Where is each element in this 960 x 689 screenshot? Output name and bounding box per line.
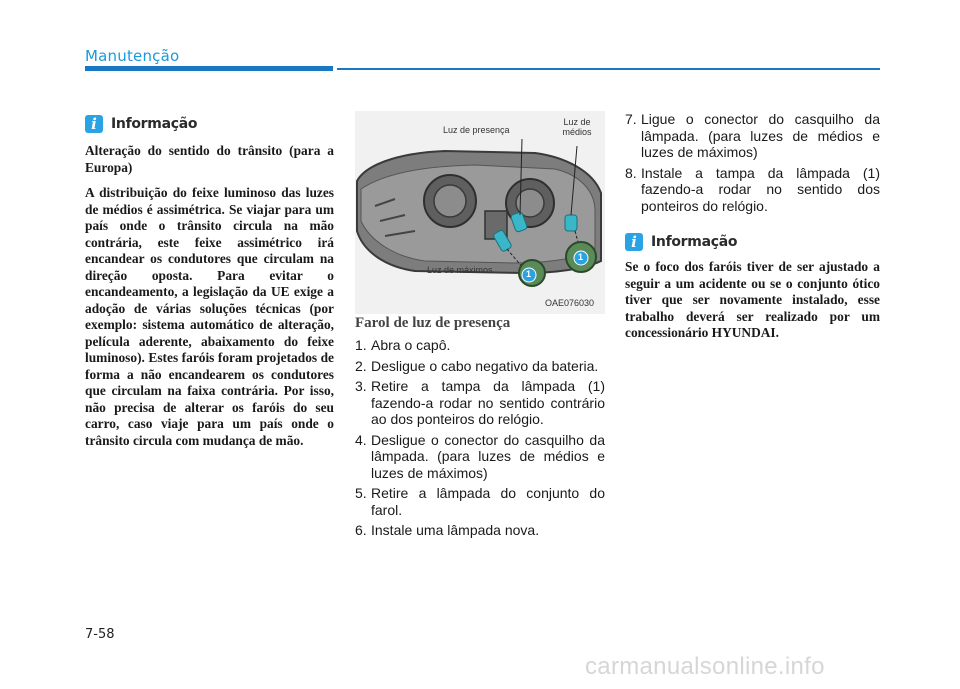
list-item (355, 378, 605, 428)
info-paragraph: Alteração do sentido do trânsito (para a Europa) (85, 143, 334, 175)
list-item (355, 358, 605, 375)
list-item (625, 111, 880, 161)
step-text: Instale a tampa da lâmpada (1) fazendo-a rodar no sentido dos ponteiros do relógio. (641, 164, 880, 214)
step-number: 2. (355, 357, 367, 374)
section-title: Manutenção (85, 47, 180, 65)
step-number: 7. (625, 111, 637, 127)
info-box-body (625, 259, 880, 342)
step-number: 6. (355, 522, 367, 538)
page-number: 7-58 (85, 627, 115, 642)
step-text: Instale uma lâmpada nova. (371, 522, 540, 538)
step-text: Retire a tampa da lâmpada (1) fazendo-a rodar no sentido contrário ao dos ponteiros do relógio. (371, 378, 605, 427)
list-item (355, 522, 605, 539)
step-number: 8. (625, 164, 637, 181)
step-number: 4. (355, 431, 367, 448)
step-text: Desligue o conector do casquilho da lâmpada. (para luzes de médios e luzes de máximos) (371, 431, 605, 481)
steps-list-b (625, 111, 880, 218)
info-box-header (625, 233, 737, 251)
info-box-body (85, 143, 334, 449)
label-low-beam-line2: médios (562, 127, 592, 137)
label-position-light: Luz de presença (443, 125, 510, 135)
info-box-header (85, 115, 197, 133)
info-label: Informação (651, 234, 738, 250)
callout-1: 1 (578, 252, 584, 262)
info-paragraph: A distribuição do feixe luminoso das luzes de médios é assimétrica. Se viajar para um país onde o trânsito circula na mão contrária, este feixe assimétrico irá encandear os condutores que circulam na direção oposta. Para evitar o encandeamento, a legislação da UE exige a adoção de várias soluções técnicas (por exemplo: sistema automático de alteração, película aderente, abaixamento do feixe luminoso). Estes faróis foram projetados de forma a não encandearem os condutores que circulam na faixa contrária. Por isso, não precisa de alterar os faróis do seu carro, caso viaje para um país onde o trânsito circula com mudança de mão. (85, 185, 334, 448)
label-low-beam (558, 117, 596, 137)
steps-list-a (355, 337, 605, 543)
info-label: Informação (111, 116, 198, 132)
step-number: 1. (355, 337, 367, 353)
watermark: carmanualsonline.info (585, 653, 825, 680)
section-heading: Farol de luz de presença (355, 315, 511, 331)
header-rule-thick (85, 66, 333, 71)
step-number: 5. (355, 485, 367, 501)
label-high-beam: Luz de máximos (427, 265, 493, 275)
list-item (625, 165, 880, 215)
info-icon: i (85, 115, 103, 133)
step-text: Ligue o conector do casquilho da lâmpada. (para luzes de médios e luzes de máximos) (641, 111, 880, 160)
info-icon: i (625, 233, 643, 251)
list-item (355, 337, 605, 354)
list-item (355, 432, 605, 482)
header-rule-thin (337, 68, 880, 70)
headlamp-illustration (355, 111, 605, 314)
label-low-beam-line1: Luz de (563, 117, 591, 127)
headlamp-figure (355, 111, 605, 314)
callout-1: 1 (526, 269, 532, 279)
step-text: Abra o capô. (371, 337, 451, 353)
list-item (355, 485, 605, 518)
step-text: Retire a lâmpada do conjunto do farol. (371, 485, 605, 518)
info-paragraph: Se o foco dos faróis tiver de ser ajustado a seguir a um acidente ou se o conjunto ótico tiver que ser novamente instalado, esse trabalho deverá ser realizado por um concessionário HYUNDAI. (625, 259, 880, 340)
step-text: Desligue o cabo negativo da bateria. (371, 357, 599, 374)
image-code: OAE076030 (545, 298, 595, 308)
step-number: 3. (355, 378, 367, 394)
